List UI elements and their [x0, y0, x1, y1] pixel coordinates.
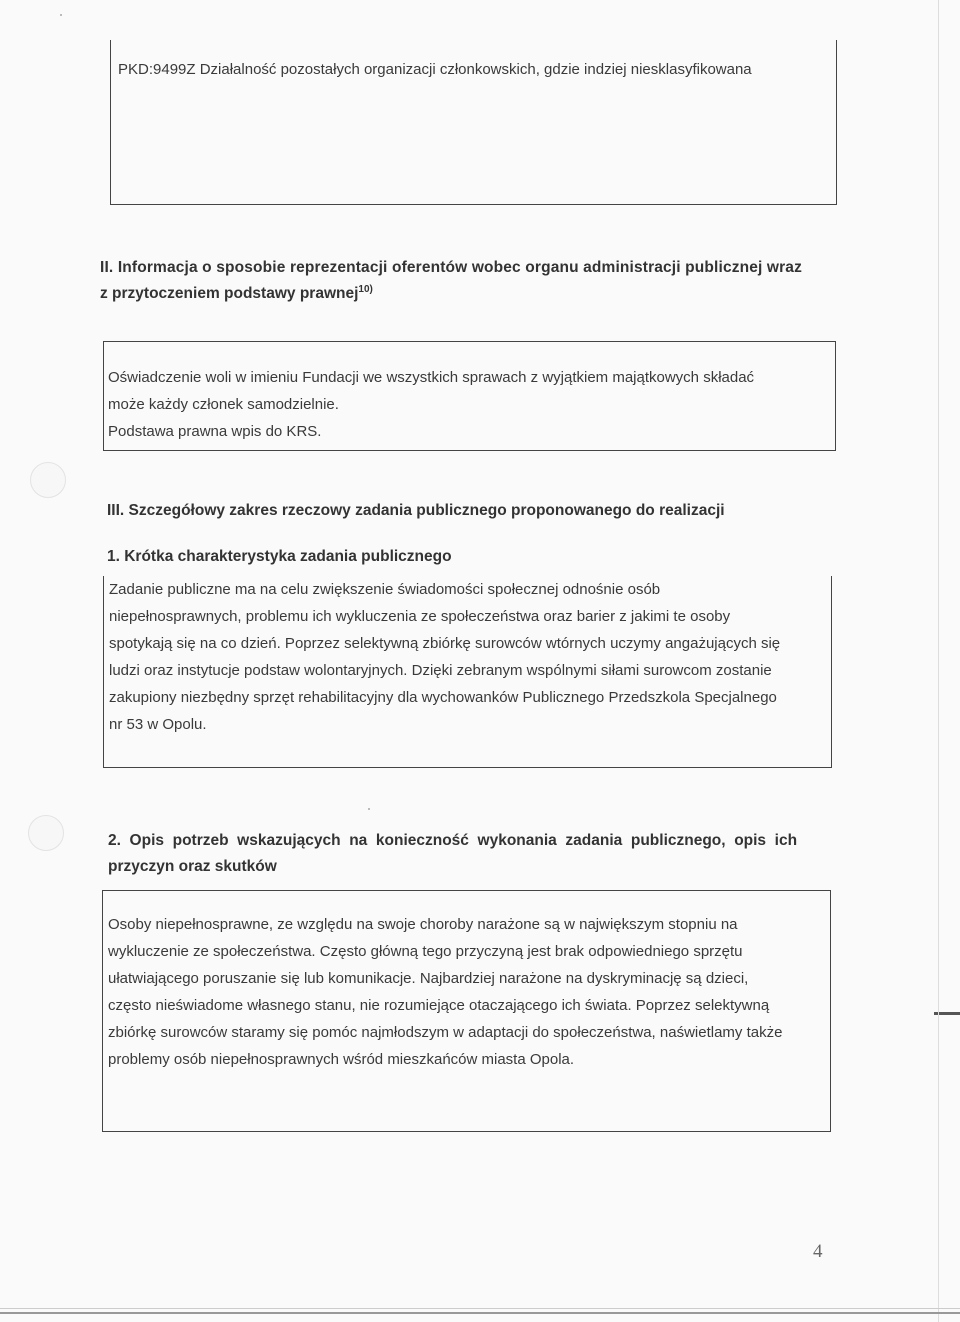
needs-description-line-1: Osoby niepełnosprawne, ze względu na swoje choroby narażone są w największym stopniu na [108, 916, 738, 933]
right-edge-vertical [938, 0, 939, 1322]
task-description-line-6: nr 53 w Opolu. [109, 716, 207, 733]
subsection-2-heading-line2: przyczyn oraz skutków [108, 858, 277, 875]
pkd-text: PKD:9499Z Działalność pozostałych organizacji członkowskich, gdzie indziej niesklasyfikowana [118, 61, 752, 78]
section-2-heading-line2 [100, 284, 373, 303]
punch-hole-top [30, 462, 66, 498]
page-number: 4 [813, 1241, 823, 1262]
bottom-edge-line-dark [0, 1312, 960, 1314]
task-description-line-3: spotykają się na co dzień. Poprzez selektywną zbiórkę surowców wtórnych uczymy angażujących się [109, 635, 781, 652]
subsection-2-heading-line1: 2. Opis potrzeb wskazujących na konieczność wykonania zadania publicznego, opis ich [108, 832, 798, 849]
task-description-line-4: ludzi oraz instytucje podstaw wolontaryjnych. Dzięki zebranym wspólnymi siłami surowcom zostanie [109, 662, 772, 679]
punch-hole-bottom [28, 815, 64, 851]
needs-description-lines [108, 911, 782, 1073]
subsection-1-heading: 1. Krótka charakterystyka zadania publicznego [107, 548, 452, 565]
scan-speck-2 [60, 14, 62, 16]
needs-description-line-4: często nieświadome własnego stanu, nie rozumiejące otaczającego ich świata. Poprzez selektywną [108, 997, 770, 1014]
representation-line-3: Podstawa prawna wpis do KRS. [108, 423, 322, 440]
task-description-line-1: Zadanie publiczne ma na celu zwiększenie świadomości społecznej odnośnie osób [109, 581, 661, 598]
needs-description-line-5: zbiórkę surowców staramy się pomóc najmłodszym w adaptacji do społeczeństwa, naświetlamy także [108, 1024, 783, 1041]
needs-description-line-3: ułatwiającego poruszanie się lub komunikacje. Najbardziej narażone na dyskryminację są dzieci, [108, 970, 749, 987]
representation-line-1: Oświadczenie woli w imieniu Fundacji we wszystkich sprawach z wyjątkiem majątkowych składać [108, 369, 755, 386]
task-description-line-2: niepełnosprawnych, problemu ich wykluczenia ze społeczeństwa oraz barier z jakimi te osoby [109, 608, 731, 625]
scan-speck [368, 808, 370, 810]
task-description-lines [109, 576, 780, 738]
task-description-line-5: zakupiony niezbędny sprzęt rehabilitacyjny dla wychowanków Publicznego Przedszkola Specjalnego [109, 689, 777, 706]
needs-description-box [102, 890, 831, 1132]
pkd-box [110, 40, 837, 205]
section-3-heading: III. Szczegółowy zakres rzeczowy zadania publicznego proponowanego do realizacji [107, 502, 725, 519]
representation-box [103, 341, 836, 451]
task-description-box [103, 576, 832, 768]
section-2-heading-text: z przytoczeniem podstawy prawnej [100, 285, 359, 303]
needs-description-line-6: problemy osób niepełnosprawnych wśród mieszkańców miasta Opola. [108, 1051, 575, 1068]
section-2-heading-line1: II. Informacja o sposobie reprezentacji oferentów wobec organu administracji publicznej wraz [100, 259, 802, 276]
bottom-edge-line [0, 1308, 960, 1309]
needs-description-line-2: wykluczenie ze społeczeństwa. Często główną tego przyczyną jest brak odpowiedniego sprzętu [108, 943, 743, 960]
footnote-marker: 10) [358, 284, 373, 295]
representation-line-2: może każdy członek samodzielnie. [108, 396, 339, 413]
